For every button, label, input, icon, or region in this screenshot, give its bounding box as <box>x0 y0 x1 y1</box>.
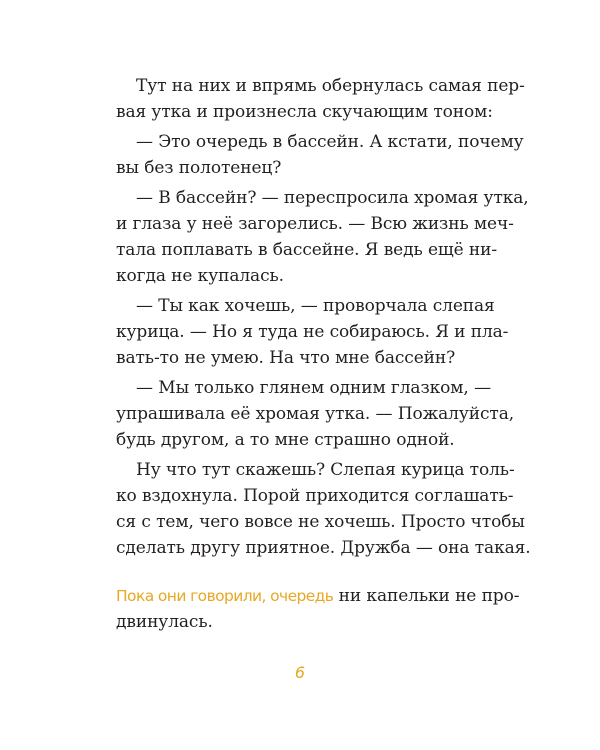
text-line: упрашивала её хромая утка. — Пожалуйста, <box>116 404 515 424</box>
page-number: 6 <box>294 663 306 682</box>
text-line: ся с тем, чего вовсе не хочешь. Просто чтобы <box>116 512 525 532</box>
text-line: ко вздохнула. Порой приходится соглашать- <box>116 486 514 506</box>
text-line: Ну что тут скажешь? Слепая курица толь- <box>136 460 515 480</box>
text-line: курица. — Но я туда не собираюсь. Я и пла- <box>116 322 509 342</box>
text-line: вы без полотенец? <box>116 158 282 178</box>
highlighted-phrase: Пока они говорили, очередь <box>116 587 334 605</box>
text-line: и глаза у неё загорелись. — Всю жизнь меч- <box>116 214 514 234</box>
text-line: — Это очередь в бассейн. А кстати, почему <box>136 132 524 152</box>
text-line: тала поплавать в бассейне. Я ведь ещё ни- <box>116 240 497 260</box>
text-line <box>116 583 520 609</box>
text-line: — В бассейн? — переспросила хромая утка, <box>136 188 529 208</box>
text-line: Тут на них и впрямь обернулась самая пер- <box>136 76 525 96</box>
text-line: вая утка и произнесла скучающим тоном: <box>116 102 493 122</box>
text-line: будь другом, а то мне страшно одной. <box>116 430 455 450</box>
text-line: сделать другу приятное. Дружба — она такая. <box>116 538 531 558</box>
text-run: ни капельки не про- <box>333 586 520 606</box>
text-line: — Ты как хочешь, — проворчала слепая <box>136 296 495 316</box>
text-line: вать-то не умею. На что мне бассейн? <box>116 348 456 368</box>
text-line: — Мы только глянем одним глазком, — <box>136 378 491 398</box>
text-line: когда не купалась. <box>116 266 284 286</box>
text-line: двинулась. <box>116 612 213 632</box>
